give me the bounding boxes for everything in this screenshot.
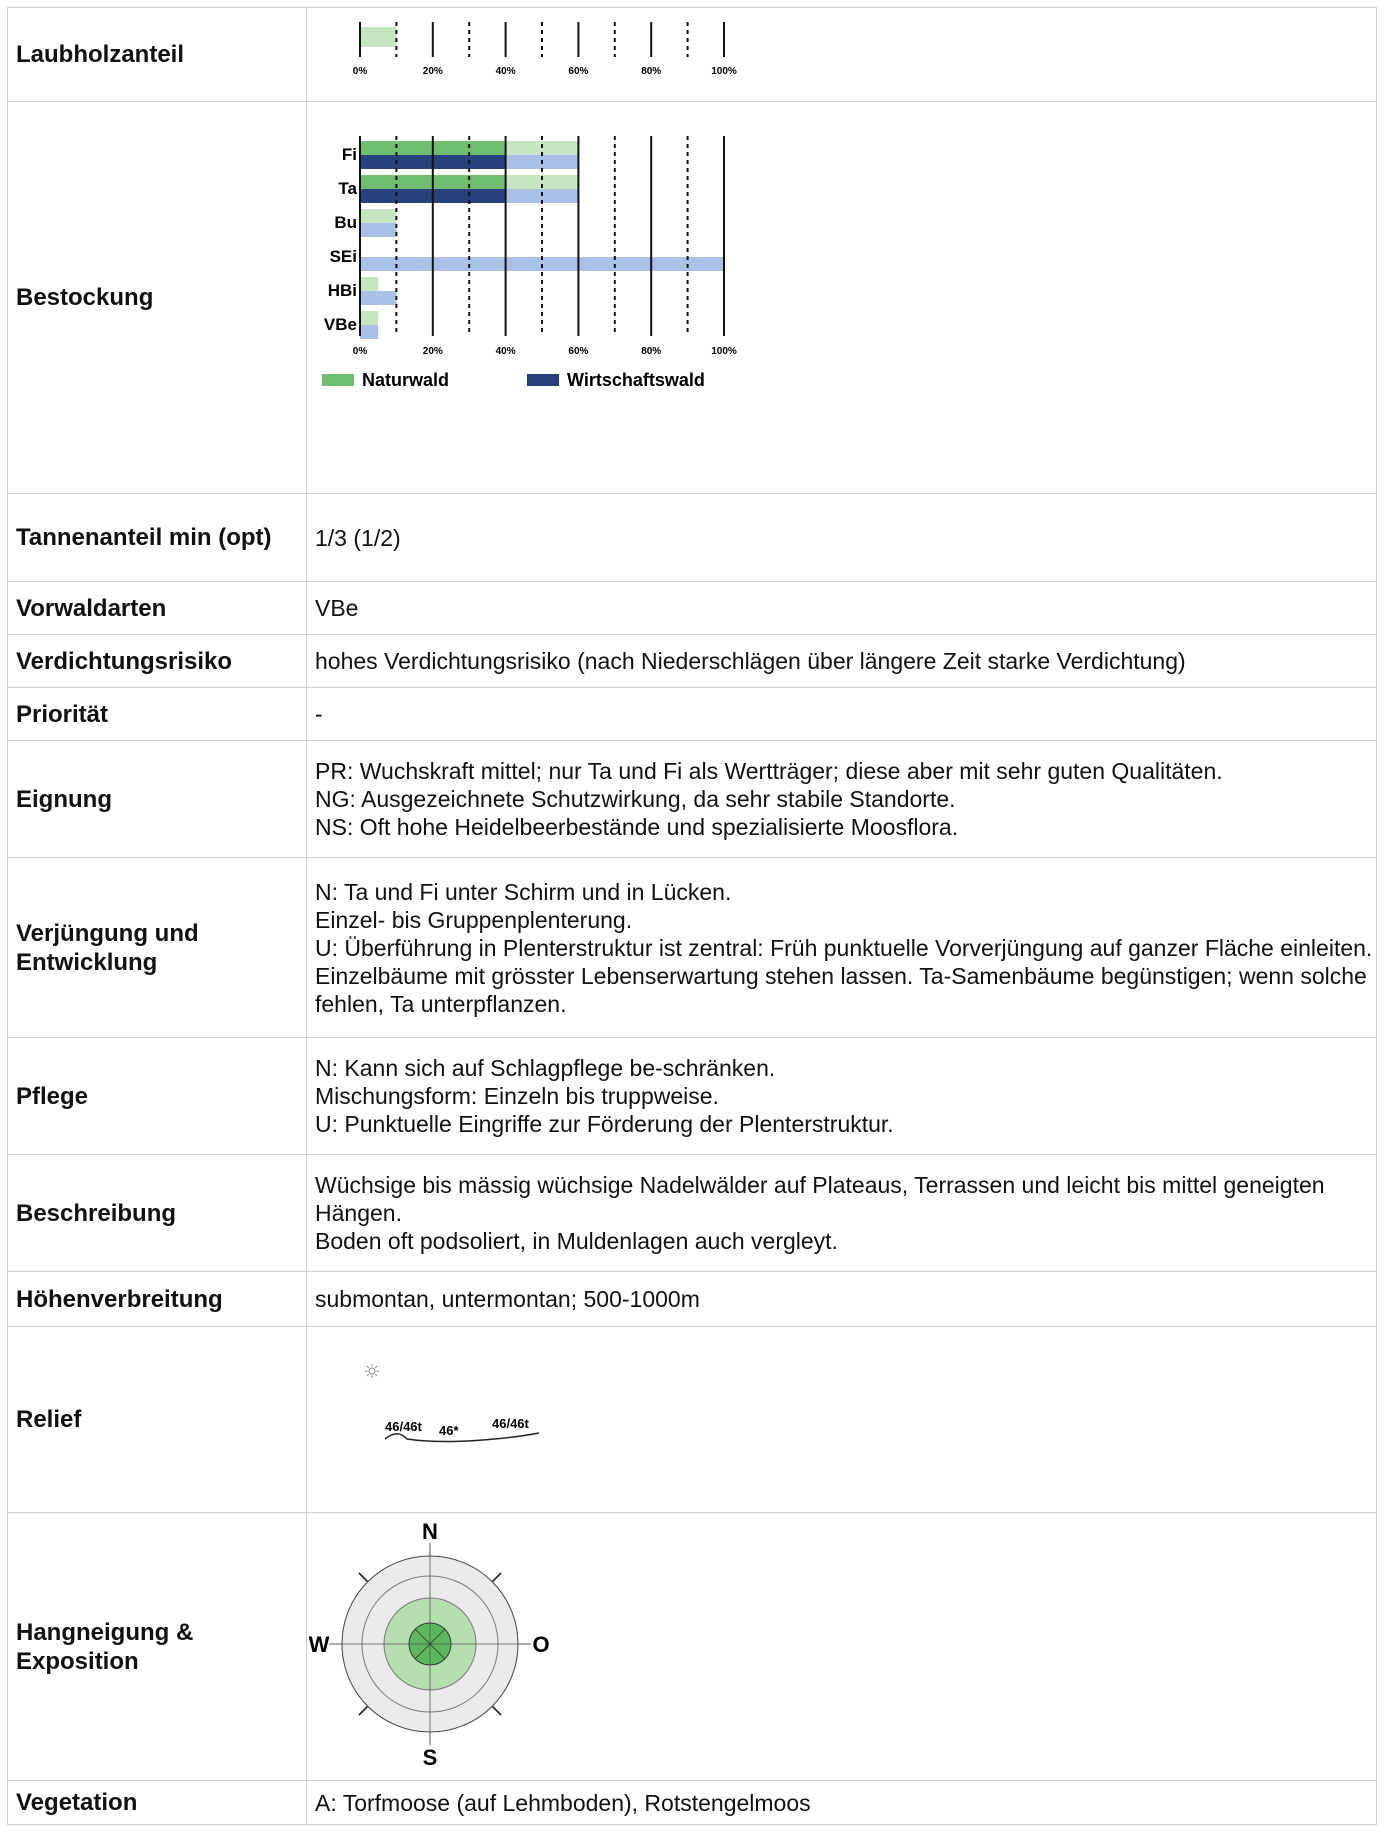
row-bestockung — [8, 102, 1377, 494]
row-vorwaldarten — [8, 582, 1377, 635]
bestockung-chart-cell — [307, 102, 1377, 494]
compass-west: W — [308, 1632, 330, 1657]
row-value: PR: Wuchskraft mittel; nur Ta und Fi als Wertträger; diese aber mit sehr guten Qualitäten. NG: Ausgezeichnete Schutzwirkung, da sehr stabile Standorte. NS: Oft hohe Heidelbeerbestände und spezialisierte Moosflora. — [307, 741, 1377, 858]
bestockung-chart — [307, 102, 807, 488]
bar-naturwald-range — [360, 277, 378, 291]
legend-label: Naturwald — [362, 370, 450, 390]
x-tick-label: 40% — [495, 66, 516, 77]
legend-swatch — [322, 374, 354, 386]
row-verjuengung — [8, 858, 1377, 1038]
row-pflege — [8, 1038, 1377, 1155]
row-relief — [8, 1327, 1377, 1513]
exposition-compass — [307, 1513, 607, 1775]
relief-label-left: 46/46t — [385, 1419, 422, 1434]
site-info-table — [7, 7, 1377, 1825]
bar-wirtschaftswald-range — [360, 291, 396, 305]
x-tick-label: 20% — [422, 66, 443, 77]
row-value: Wüchsige bis mässig wüchsige Nadelwälder auf Plateaus, Terrassen und leicht bis mittel geneigten Hängen. Boden oft podsoliert, in Muldenlagen auch vergleyt. — [307, 1155, 1377, 1272]
x-tick-label: 40% — [495, 346, 516, 357]
row-value: N: Ta und Fi unter Schirm und in Lücken. Einzel- bis Gruppenplenterung. U: Überführung in Plenterstruktur ist zentral: Früh punktuelle Vorverjüngung auf ganzer Fläche einleiten. Einzelbäume mit grösster Lebenserwartung stehen lassen. Ta-Samenbäume begünstigen; wenn solche fehlen, Ta unterpflanzen. — [307, 858, 1377, 1038]
laubholz-chart — [307, 8, 807, 96]
sun-icon — [365, 1364, 379, 1378]
row-vegetation — [8, 1781, 1377, 1825]
row-value: submontan, untermontan; 500-1000m — [307, 1272, 1377, 1327]
row-label: Vegetation — [8, 1781, 307, 1825]
x-tick-label: 80% — [641, 66, 662, 77]
bar-wirtschaftswald-range — [360, 223, 396, 237]
x-tick-label: 0% — [352, 346, 368, 357]
bar-wirtschaftswald-range — [360, 325, 378, 339]
relief-diagram — [307, 1327, 607, 1507]
category-label: Bu — [334, 213, 357, 232]
row-label: Höhenverbreitung — [8, 1272, 307, 1327]
row-eignung — [8, 741, 1377, 858]
laubholz-bar — [360, 27, 396, 47]
row-value: hohes Verdichtungsrisiko (nach Niederschlägen über längere Zeit starke Verdichtung) — [307, 635, 1377, 688]
x-tick-label: 60% — [568, 346, 589, 357]
x-tick-label: 0% — [352, 66, 368, 77]
row-label: Verjüngung und Entwicklung — [8, 858, 307, 1038]
row-label: Hangneigung & Exposition — [8, 1513, 307, 1781]
row-label: Priorität — [8, 688, 307, 741]
row-tannenanteil — [8, 494, 1377, 582]
row-value: VBe — [307, 582, 1377, 635]
relief-profile-line — [385, 1433, 539, 1441]
row-hangneigung — [8, 1513, 1377, 1781]
category-label: Ta — [338, 179, 357, 198]
row-verdichtungsrisiko — [8, 635, 1377, 688]
row-value: 1/3 (1/2) — [307, 494, 1377, 582]
row-beschreibung — [8, 1155, 1377, 1272]
compass-cell — [307, 1513, 1377, 1781]
category-label: SEi — [329, 247, 357, 266]
compass-east: O — [532, 1632, 550, 1657]
compass-north: N — [422, 1519, 438, 1544]
x-tick-label: 80% — [641, 346, 662, 357]
category-label: Fi — [341, 145, 357, 164]
relief-cell — [307, 1327, 1377, 1513]
row-value: N: Kann sich auf Schlagpflege be-schränken. Mischungsform: Einzeln bis truppweise. U: Punktuelle Eingriffe zur Förderung der Plenterstruktur. — [307, 1038, 1377, 1155]
category-label: VBe — [323, 315, 357, 334]
row-value: A: Torfmoose (auf Lehmboden), Rotstengelmoos — [307, 1781, 1377, 1825]
row-label: Verdichtungsrisiko — [8, 635, 307, 688]
legend-label: Wirtschaftswald — [567, 370, 705, 390]
relief-label-mid: 46* — [439, 1423, 459, 1438]
x-tick-label: 60% — [568, 66, 589, 77]
row-label: Pflege — [8, 1038, 307, 1155]
row-value: - — [307, 688, 1377, 741]
category-label: HBi — [327, 281, 357, 300]
legend-swatch — [527, 374, 559, 386]
x-tick-label: 20% — [422, 346, 443, 357]
bar-naturwald-range — [360, 311, 378, 325]
row-hoehenverbreitung — [8, 1272, 1377, 1327]
row-label: Beschreibung — [8, 1155, 307, 1272]
relief-label-right: 46/46t — [492, 1416, 529, 1431]
row-label: Relief — [8, 1327, 307, 1513]
x-tick-label: 100% — [711, 346, 737, 357]
laubholz-chart-cell — [307, 8, 1377, 102]
bar-naturwald-range — [360, 209, 396, 223]
row-label: Vorwaldarten — [8, 582, 307, 635]
row-label: Tannenanteil min (opt) — [8, 494, 307, 582]
row-laubholzanteil — [8, 8, 1377, 102]
row-label: Eignung — [8, 741, 307, 858]
row-label: Laubholzanteil — [8, 8, 307, 102]
row-prioritaet — [8, 688, 1377, 741]
compass-south: S — [422, 1745, 438, 1770]
row-label: Bestockung — [8, 102, 307, 494]
x-tick-label: 100% — [711, 66, 737, 77]
